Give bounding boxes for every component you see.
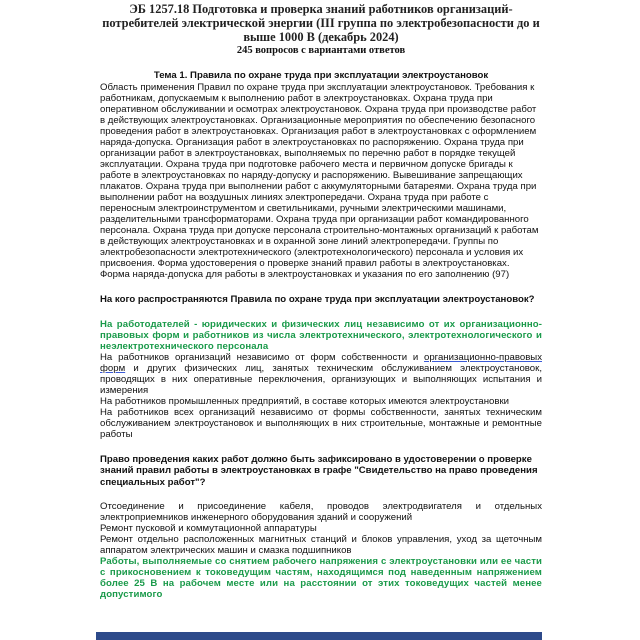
question-block-1	[100, 294, 542, 440]
answer-text: и других физических лиц, занятых техническим обслуживанием электроустановок, проводящих в них оперативные переключения, организующих и выполняющих испытания и измерения	[100, 362, 542, 396]
answer-correct: На работодателей - юридических и физических лиц независимо от их организационно-правовых форм и работников из числа электротехнического, электротехнологического и неэлектротехнического персонала	[100, 318, 542, 352]
answer-option: Отсоединение и присоединение кабеля, проводов электродвигателя и отдельных электроприемников инженерного оборудования зданий и сооружений	[100, 501, 542, 523]
document-page	[100, 0, 542, 600]
document-subtitle: 245 вопросов с вариантами ответов	[236, 45, 406, 56]
theme-heading: Тема 1. Правила по охране труда при эксплуатации электроустановок	[153, 70, 489, 81]
answer-list	[100, 319, 542, 440]
question-block-2	[100, 454, 542, 601]
answer-underlined-text: организационно-правовых форм	[100, 351, 542, 374]
document-title: ЭБ 1257.18 Подготовка и проверка знаний работников организаций-потребителей электрической энергии (III группа по электробезопасности до и выше 1000 В (декабрь 2024)	[102, 2, 540, 44]
footer-bar	[96, 632, 542, 640]
question-text: Право проведения каких работ должно быть зафиксировано в удостоверении о проверке знаний правил работы в электроустановках в графе "Свидетельство на право проведения специальных работ"?	[100, 453, 538, 488]
answer-list	[100, 501, 542, 600]
answer-option: На работников всех организаций независимо от формы собственности, занятых техническим обслуживанием электроустановок и выполняющих в них строительные, монтажные и ремонтные работы	[100, 406, 542, 440]
answer-option: На работников промышленных предприятий, в составе которых имеются электроустановки	[100, 395, 510, 407]
answer-option: Ремонт отдельно расположенных магнитных станций и блоков управления, уход за щеточным аппаратом электрических машин и смазка подшипников	[100, 534, 542, 556]
theme-description: Область применения Правил по охране труда при эксплуатации электроустановок. Требования к работникам, допускаемым к выполнению работ в электроустановках. Охрана труда при оперативном обслуживании и осмотрах электроустановок. Охрана труда при производстве работ в действующих электроустановках. Организационные мероприятия по обеспечению безопасного проведения работ в электроустановках. Организация работ в электроустановках с оформлением наряда-допуска. Организация работ в электроустановках по распоряжению. Охрана труда при организации работ в электроустановках, выполняемых по перечню работ в порядке текущей эксплуатации. Охрана труда при подготовке рабочего места и первичном допуске бригады к работе в электроустановках по наряду-допуску и распоряжению. Вывешивание запрещающих плакатов. Охрана труда при выполнении работ с аккумуляторными батареями. Охрана труда при выполнении работ на воздушных линиях электропередачи. Охрана труда при работе с переносным электроинструментом и светильниками, ручными электрическими машинами, разделительными трансформаторами. Охрана труда при организации работ командированного персонала. Охрана труда при допуске персонала строительно-монтажных организаций к работам в действующих электроустановках и в охранной зоне линий электропередачи. Группы по электробезопасности электротехнического (электротехнологического) персонала и условия их присвоения. Форма удостоверения о проверке знаний правил работы в электроустановках. Форма наряда-допуска для работы в электроустановках и указания по его заполнению (97)	[100, 82, 539, 280]
answer-option: Ремонт пусковой и коммутационной аппаратуры	[100, 523, 317, 534]
question-text: На кого распространяются Правила по охране труда при эксплуатации электроустановок?	[100, 294, 535, 305]
answer-option	[100, 352, 542, 396]
answer-text: На работников организаций независимо от форм собственности и	[100, 351, 425, 363]
answer-correct: Работы, выполняемые со снятием рабочего напряжения с электроустановки или ее части с прикосновением к токоведущим частям, находящимся под наведенным напряжением более 25 В на рабочем месте или на расстоянии от этих токоведущих частей менее допустимого	[100, 556, 542, 600]
